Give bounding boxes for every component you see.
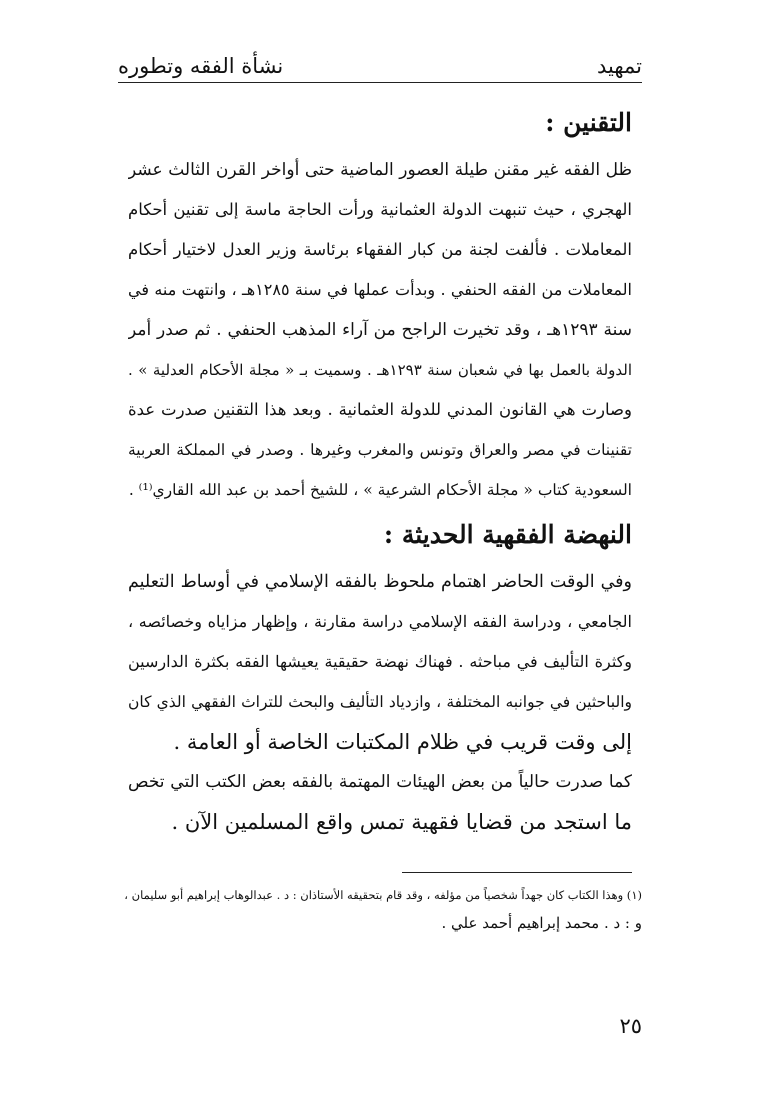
paragraph-line: المعاملات من الفقه الحنفي . وبدأت عملها في سنة ١٢٨٥هـ ، وانتهت منه في [128, 280, 632, 299]
header-chapter: تمهيد [596, 54, 642, 78]
paragraph-line: والباحثين في جوانبه المختلفة ، وازدياد التأليف والبحث للتراث الفقهي الذي كان [128, 693, 632, 711]
footnote-line: (١) وهذا الكتاب كان جهداً شخصياً من مؤلفه ، وقد قام بتحقيقه الأستاذان : د . عبدالوهاب إبراهيم أبو سليمان ، [124, 888, 642, 902]
paragraph-line: ما استجد من قضايا فقهية تمس واقع المسلمين الآن . [171, 810, 632, 834]
paragraph-line: إلى وقت قريب في ظلام المكتبات الخاصة أو العامة . [173, 730, 632, 754]
paragraph-line: المعاملات . فألفت لجنة من كبار الفقهاء برئاسة وزير العدل لاختيار أحكام [128, 240, 632, 259]
paragraph-line: تقنينات في مصر والعراق وتونس والمغرب وغيرها . وصدر في المملكة العربية [128, 441, 632, 459]
paragraph-line: السعودية كتاب « مجلة الأحكام الشرعية » ، للشيخ أحمد بن عبد الله القاري⁽¹⁾ . [128, 481, 632, 499]
paragraph-line: سنة ١٢٩٣هـ ، وقد تخيرت الراجح من آراء المذهب الحنفي . ثم صدر أمر [128, 320, 632, 340]
section-title-codification: التقنين : [545, 108, 632, 137]
paragraph-line: ظل الفقه غير مقنن طيلة العصور الماضية حتى أواخر القرن الثالث عشر [128, 160, 632, 180]
paragraph-line: وفي الوقت الحاضر اهتمام ملحوظ بالفقه الإسلامي في أوساط التعليم [128, 572, 632, 592]
page-number: ٢٥ [619, 1014, 642, 1038]
paragraph-line: الجامعي ، ودراسة الفقه الإسلامي دراسة مقارنة ، وإظهار مزاياه وخصائصه ، [128, 612, 632, 631]
footnote-divider [402, 872, 632, 873]
footnote-line: و : د . محمد إبراهيم أحمد علي . [441, 914, 642, 932]
section-title-modern-revival: النهضة الفقهية الحديثة : [383, 520, 632, 549]
paragraph-line: وكثرة التأليف في مباحثه . فهناك نهضة حقيقية يعيشها الفقه بكثرة الدارسين [128, 652, 632, 671]
paragraph-line: الدولة بالعمل بها في شعبان سنة ١٢٩٣هـ . وسميت بـ « مجلة الأحكام العدلية » . [128, 361, 632, 379]
paragraph-line: كما صدرت حالياً من بعض الهيئات المهتمة بالفقه بعض الكتب التي تخص [128, 772, 632, 792]
paragraph-line: وصارت هي القانون المدني للدولة العثمانية . وبعد هذا التقنين صدرت عدة [128, 400, 632, 419]
paragraph-line: الهجري ، حيث تنبهت الدولة العثمانية ورأت الحاجة ماسة إلى تقنين أحكام [128, 200, 632, 219]
header-title: نشأة الفقه وتطوره [118, 54, 284, 78]
running-header [118, 38, 642, 83]
